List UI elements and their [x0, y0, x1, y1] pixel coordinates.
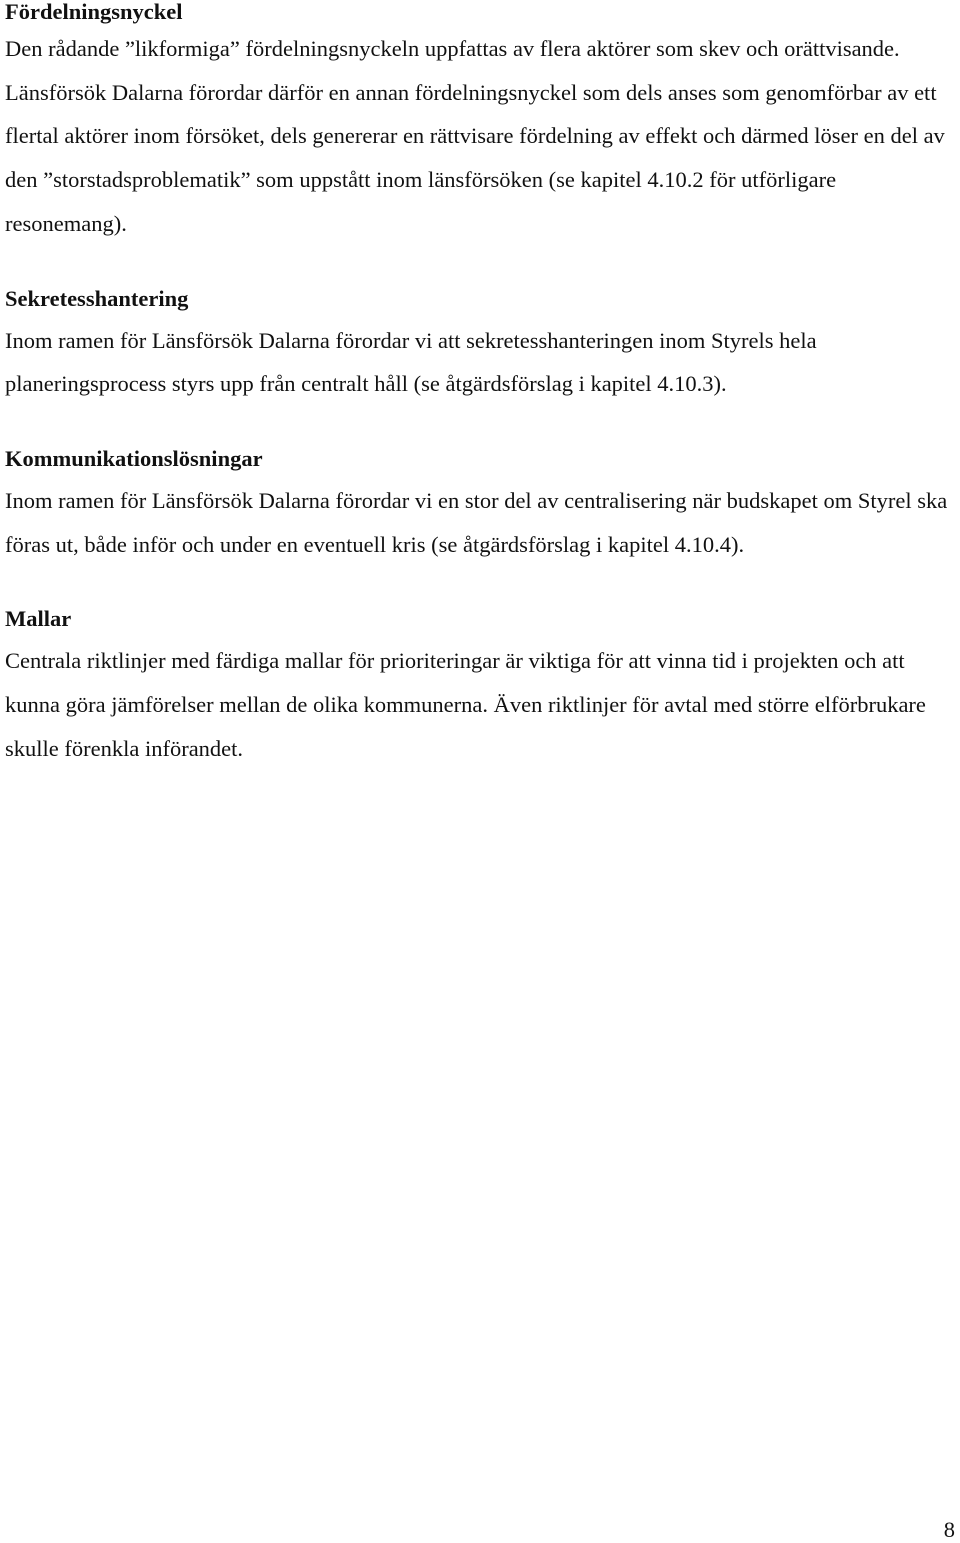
section-fordelningsnyckel: [5, 0, 957, 246]
section-heading: Mallar: [5, 606, 72, 632]
section-body: Inom ramen för Länsförsök Dalarna förordar vi en stor del av centralisering när budskapet om Styrel ska föras ut, både inför och under en eventuell kris (se åtgärdsförslag i kapitel 4.10.4).: [5, 487, 948, 557]
page-number: 8: [943, 1517, 955, 1542]
section-body: Inom ramen för Länsförsök Dalarna förordar vi att sekretesshanteringen inom Styrels hela planeringsprocess styrs upp från centralt håll (se åtgärdsförslag i kapitel 4.10.3).: [5, 327, 817, 397]
section-mallar: [5, 607, 957, 770]
section-body: Den rådande ”likformiga” fördelningsnyckeln uppfattas av flera aktörer som skev och orättvisande. Länsförsök Dalarna förordar därför en annan fördelningsnyckel som dels anses som genomförbar av ett flertal aktörer inom försöket, dels genererar en rättvisare fördelning av effekt och därmed löser en del av den ”storstadsproblematik” som uppstått inom länsförsöken (se kapitel 4.10.2 för utförligare resonemang).: [5, 36, 945, 236]
section-body: Centrala riktlinjer med färdiga mallar för prioriteringar är viktiga för att vinna tid i projekten och att kunna göra jämförelser mellan de olika kommunerna. Även riktlinjer för avtal med större elförbrukare skulle förenkla införandet.: [5, 648, 926, 761]
section-kommunikationslosningar: [5, 447, 957, 566]
section-heading: Sekretesshantering: [5, 285, 189, 311]
document-page: [5, 0, 957, 811]
section-sekretesshantering: [5, 287, 957, 406]
section-heading: Fördelningsnyckel: [5, 0, 183, 24]
section-heading: Kommunikationslösningar: [5, 445, 263, 471]
